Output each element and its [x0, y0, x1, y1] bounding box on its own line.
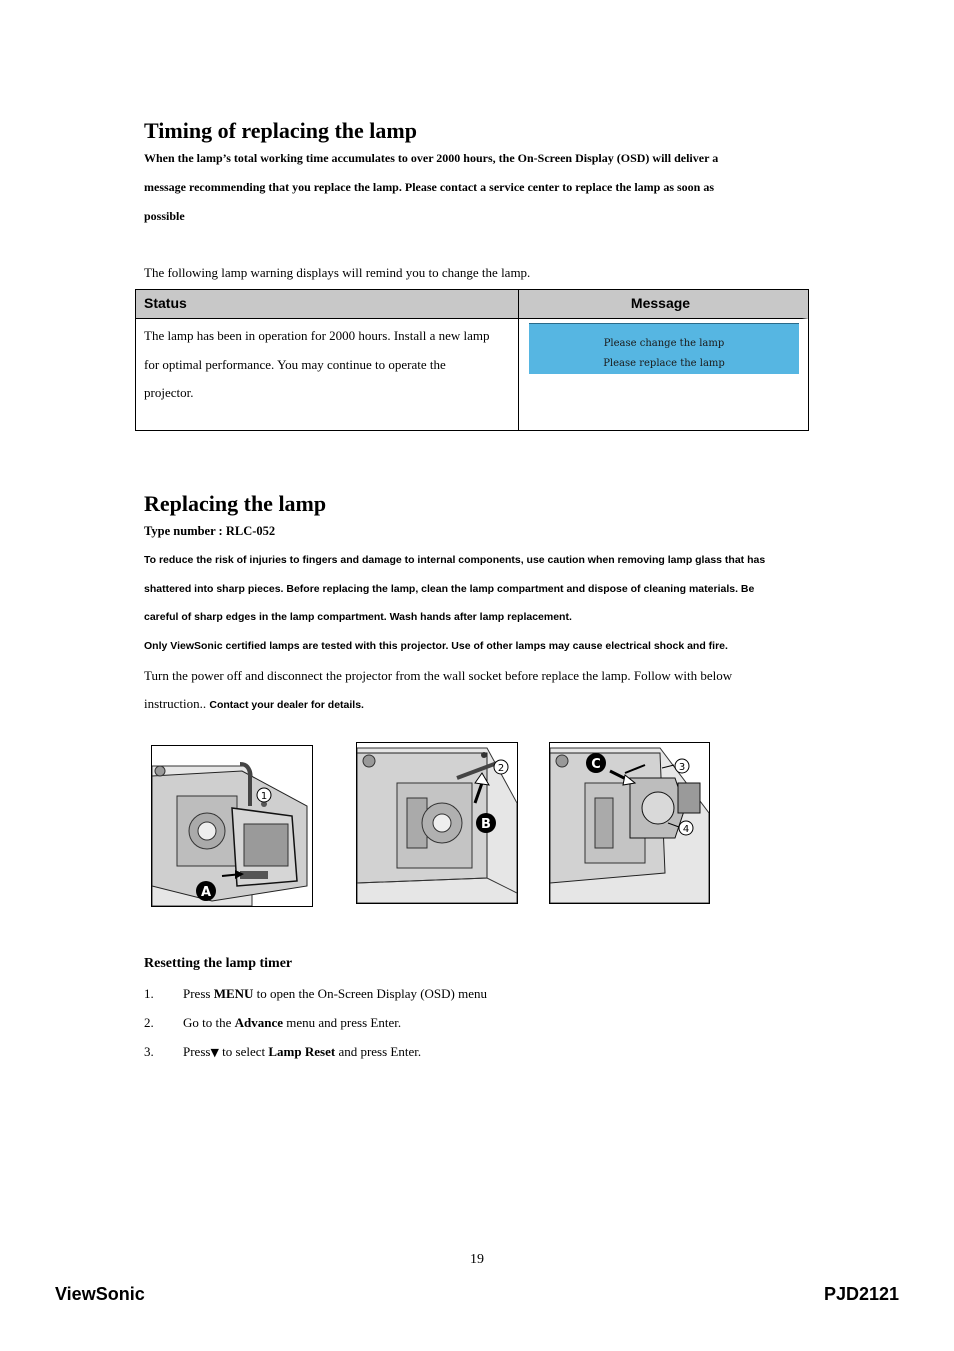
status-line: The lamp has been in operation for 2000 hours. Install a new lamp	[144, 328, 490, 343]
status-line: projector.	[144, 385, 194, 400]
step-number: 3.	[144, 1044, 154, 1059]
figure-loosen-screw	[356, 742, 518, 904]
page-number: 19	[470, 1252, 484, 1267]
figure-remove-lamp-module	[549, 742, 710, 904]
lamp-warning-table	[135, 289, 809, 431]
callout-letter-b: B	[481, 817, 491, 832]
status-line: for optimal performance. You may continue to operate the	[144, 356, 446, 372]
reset-lamp-timer-title: Resetting the lamp timer	[144, 956, 293, 971]
table-header-message: Message	[519, 290, 808, 319]
table-header-status: Status	[136, 290, 519, 319]
instruction-line: Turn the power off and disconnect the projector from the wall socket before replace the lamp. Follow with below	[144, 668, 733, 683]
callout-number-3: 3	[678, 762, 686, 773]
instruction-line	[144, 690, 814, 719]
osd-line-replace: Please replace the lamp	[603, 358, 725, 369]
osd-message-preview	[529, 323, 799, 374]
timing-intro	[144, 144, 814, 231]
lamp-type-number: Type number : RLC-052	[144, 524, 276, 538]
callout-letter-c: C	[591, 757, 601, 772]
table-cell-status	[136, 319, 519, 430]
advance-menu-name: Advance	[234, 1015, 284, 1030]
step-number: 2.	[144, 1015, 154, 1030]
callout-letter-a: A	[200, 885, 212, 900]
table-intro: The following lamp warning displays will remind you to change the lamp.	[144, 265, 531, 280]
lamp-module-illustration	[550, 743, 709, 903]
lamp-reset-option: Lamp Reset	[268, 1044, 336, 1059]
osd-line-change: Please change the lamp	[603, 338, 725, 349]
timing-intro-line: When the lamp’s total working time accumulates to over 2000 hours, the On-Screen Display (OSD) will deliver a	[144, 151, 719, 165]
screw-illustration	[357, 743, 517, 903]
warning-line: Only ViewSonic certified lamps are tested with this projector. Use of other lamps may cause electrical shock and fire.	[144, 640, 728, 653]
warning-line: careful of sharp edges in the lamp compartment. Wash hands after lamp replacement.	[144, 611, 572, 624]
step-number: 1.	[144, 986, 154, 1001]
timing-intro-line: message recommending that you replace the lamp. Please contact a service center to replace the lamp as soon as	[144, 180, 715, 194]
section-title-timing: Timing of replacing the lamp	[144, 118, 417, 143]
figure-remove-lamp-cover	[151, 745, 313, 907]
callout-number-2: 2	[497, 763, 505, 774]
lamp-cover-illustration	[152, 746, 312, 906]
footer-model: PJD2121	[823, 1284, 899, 1304]
footer-brand: ViewSonic	[55, 1284, 145, 1304]
timing-intro-line: possible	[144, 209, 185, 223]
instruction-paragraph	[144, 662, 814, 719]
safety-warning	[144, 546, 814, 661]
callout-number-4: 4	[682, 824, 690, 835]
warning-line: To reduce the risk of injuries to fingers and damage to internal components, use caution when removing lamp glass that has	[144, 554, 766, 566]
menu-key-name: MENU	[213, 986, 254, 1001]
dealer-contact-note: Contact your dealer for details.	[209, 699, 364, 711]
instruction-text: instruction..	[144, 696, 210, 711]
section-title-replacing: Replacing the lamp	[144, 491, 327, 516]
callout-number-1: 1	[260, 791, 268, 802]
down-arrow-icon: ▼	[210, 1046, 219, 1059]
warning-line: shattered into sharp pieces. Before replacing the lamp, clean the lamp compartment and dispose of cleaning materials. Be	[144, 582, 755, 595]
